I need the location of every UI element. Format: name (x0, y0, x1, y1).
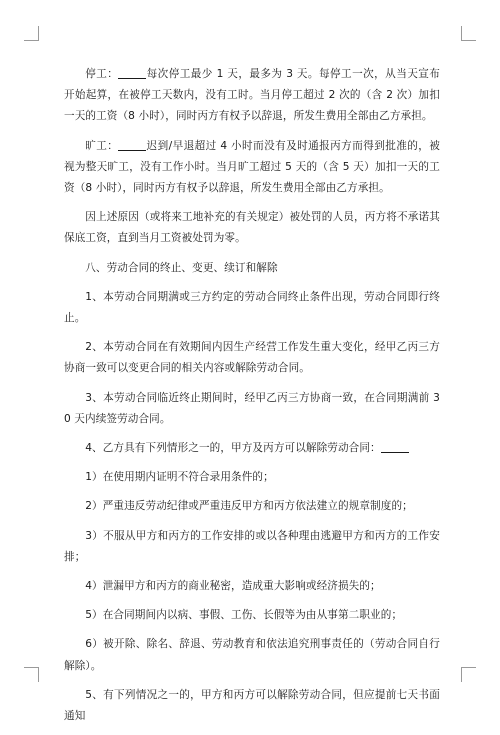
sub-item-5: 5）在合同期间内以病、事假、工伤、长假等为由从事第二职业的； (85, 609, 403, 622)
sub-item-4: 4）泄漏甲方和丙方的商业秘密，造成重大影响或经济损失的； (85, 580, 381, 593)
fill-blank (118, 66, 146, 79)
paragraph-label: 停工： (85, 68, 119, 80)
crop-mark-bottom-left (24, 667, 39, 682)
section-heading-termination: 八、劳动合同的终止、变更、续订和解除 (85, 261, 278, 274)
paragraph-text: 每次停工最少 1 天，最多为 3 天。每停工一次，从当天宣布开始起算，在被停工天数内，没有工时。当月停工超过 2 次的（含 2 次）加扣一天的工资（8 小时），同时丙方有权予以辞退，所发生费用全部由乙方承担。 (64, 68, 440, 123)
clause-5: 5、有下列情况之一的，甲方和丙方可以解除劳动合同，但应提前七天书面通知 (64, 688, 440, 723)
crop-mark-top-right (461, 26, 476, 41)
paragraph-label: 旷工： (85, 139, 119, 152)
paragraph-text: 迟到/早退超过 4 小时而没有及时通报丙方而得到批准的，被视为整天旷工，没有工作小时。当月旷工超过 5 天的（含 5 天）加扣一天的工资（8 小时），同时丙方有权予以辞退，所发生费用全部由乙方承担。 (64, 139, 440, 195)
fill-blank (118, 138, 146, 151)
sub-item-2: 2）严重违反劳动纪律或严重违反甲方和丙方依法建立的规章制度的； (85, 500, 413, 513)
fill-blank (381, 440, 409, 453)
clause-3: 3、本劳动合同临近终止期间时，经甲乙丙三方协商一致，在合同期满前 30 天内续签劳动合同。 (64, 391, 440, 425)
document-body (64, 64, 440, 735)
crop-mark-top-left (24, 26, 39, 41)
crop-mark-bottom-right (461, 667, 476, 682)
paragraph-text: 4、乙方具有下列情形之一的，甲方及丙方可以解除劳动合同： (85, 442, 381, 455)
clause-2: 2、本劳动合同在有效期间内因生产经营工作发生重大变化，经甲乙丙三方协商一致可以变更合同的相关内容或解除劳动合同。 (64, 341, 440, 375)
paragraph-stoppage (64, 64, 440, 128)
paragraph-penalty: 因上述原因（或将来工地补充的有关规定）被处罚的人员，丙方将不承诺其保底工资，直到当月工资被处罚为零。 (64, 211, 440, 245)
sub-item-3: 3）不服从甲方和丙方的工作安排的或以各种理由逃避甲方和丙方的工作安排； (64, 529, 440, 563)
clause-1: 1、本劳动合同期满或三方约定的劳动合同终止条件出现，劳动合同即行终止。 (64, 290, 440, 325)
sub-item-1: 1）在使用期内证明不符合录用条件的； (85, 471, 274, 484)
paragraph-absence (64, 136, 440, 200)
sub-item-6: 6）被开除、除名、辞退、劳动教育和依法追究刑事责任的（劳动合同自行解除）。 (64, 638, 440, 672)
clause-4 (64, 438, 440, 459)
